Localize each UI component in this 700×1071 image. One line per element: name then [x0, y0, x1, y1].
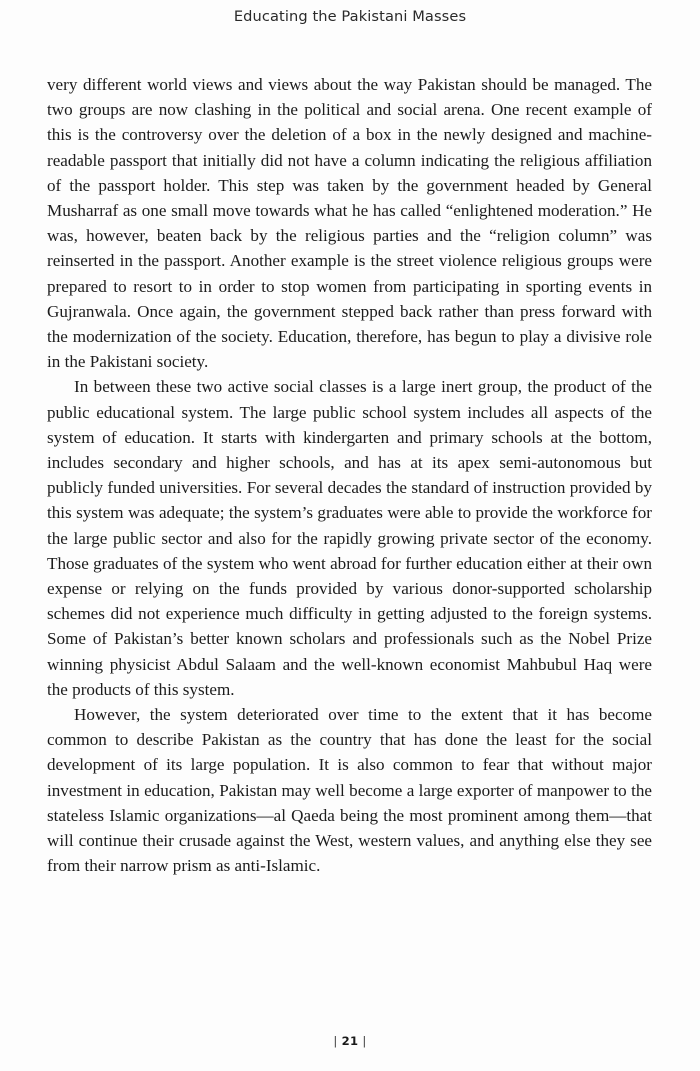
- body-text-block: [47, 72, 652, 879]
- page-number: 21: [341, 1034, 359, 1048]
- page-folio: [0, 1034, 700, 1048]
- folio-rule-right-icon: |: [362, 1034, 367, 1048]
- paragraph: In between these two active social classes is a large inert group, the product of the public educational system. The large public school system includes all aspects of the system of education. It starts with kindergarten and primary schools at the bottom, includes secondary and higher schools, and has at its apex semi-autonomous but publicly funded universities. For several decades the standard of instruction provided by this system was adequate; the system’s graduates were able to provide the workforce for the large public sector and also for the rapidly growing private sector of the economy. Those graduates of the system who went abroad for further education either at their own expense or relying on the funds provided by various donor-supported scholarship schemes did not experience much difficulty in getting adjusted to the foreign systems. Some of Pakistan’s better known scholars and professionals such as the Nobel Prize winning physicist Abdul Salaam and the well-known economist Mahbubul Haq were the products of this system.: [47, 377, 652, 699]
- paragraph: very different world views and views about the way Pakistan should be managed. The two groups are now clashing in the political and social arena. One recent example of this is the controversy over the deletion of a box in the newly designed and machine-readable passport that initially did not have a column indicating the religious affiliation of the passport holder. This step was taken by the government headed by General Musharraf as one small move towards what he has called “enlightened moderation.” He was, however, beaten back by the religious parties and the “religion column” was reinserted in the passport. Another example is the street violence religious groups were prepared to resort to in order to stop women from participating in sporting events in Gujranwala. Once again, the government stepped back rather than press forward with the modernization of the society. Education, therefore, has begun to play a divisive role in the Pakistani society.: [47, 75, 652, 372]
- running-head: Educating the Pakistani Masses: [233, 8, 467, 25]
- paragraph: However, the system deteriorated over time to the extent that it has become common to describe Pakistan as the country that has done the least for the social development of its large population. It is also common to fear that without major investment in education, Pakistan may well become a large exporter of manpower to the stateless Islamic organizations—al Qaeda being the most prominent among them—that will continue their crusade against the West, western values, and anything else they see from their narrow prism as anti-Islamic.: [47, 705, 652, 876]
- folio-rule-left-icon: |: [333, 1034, 338, 1048]
